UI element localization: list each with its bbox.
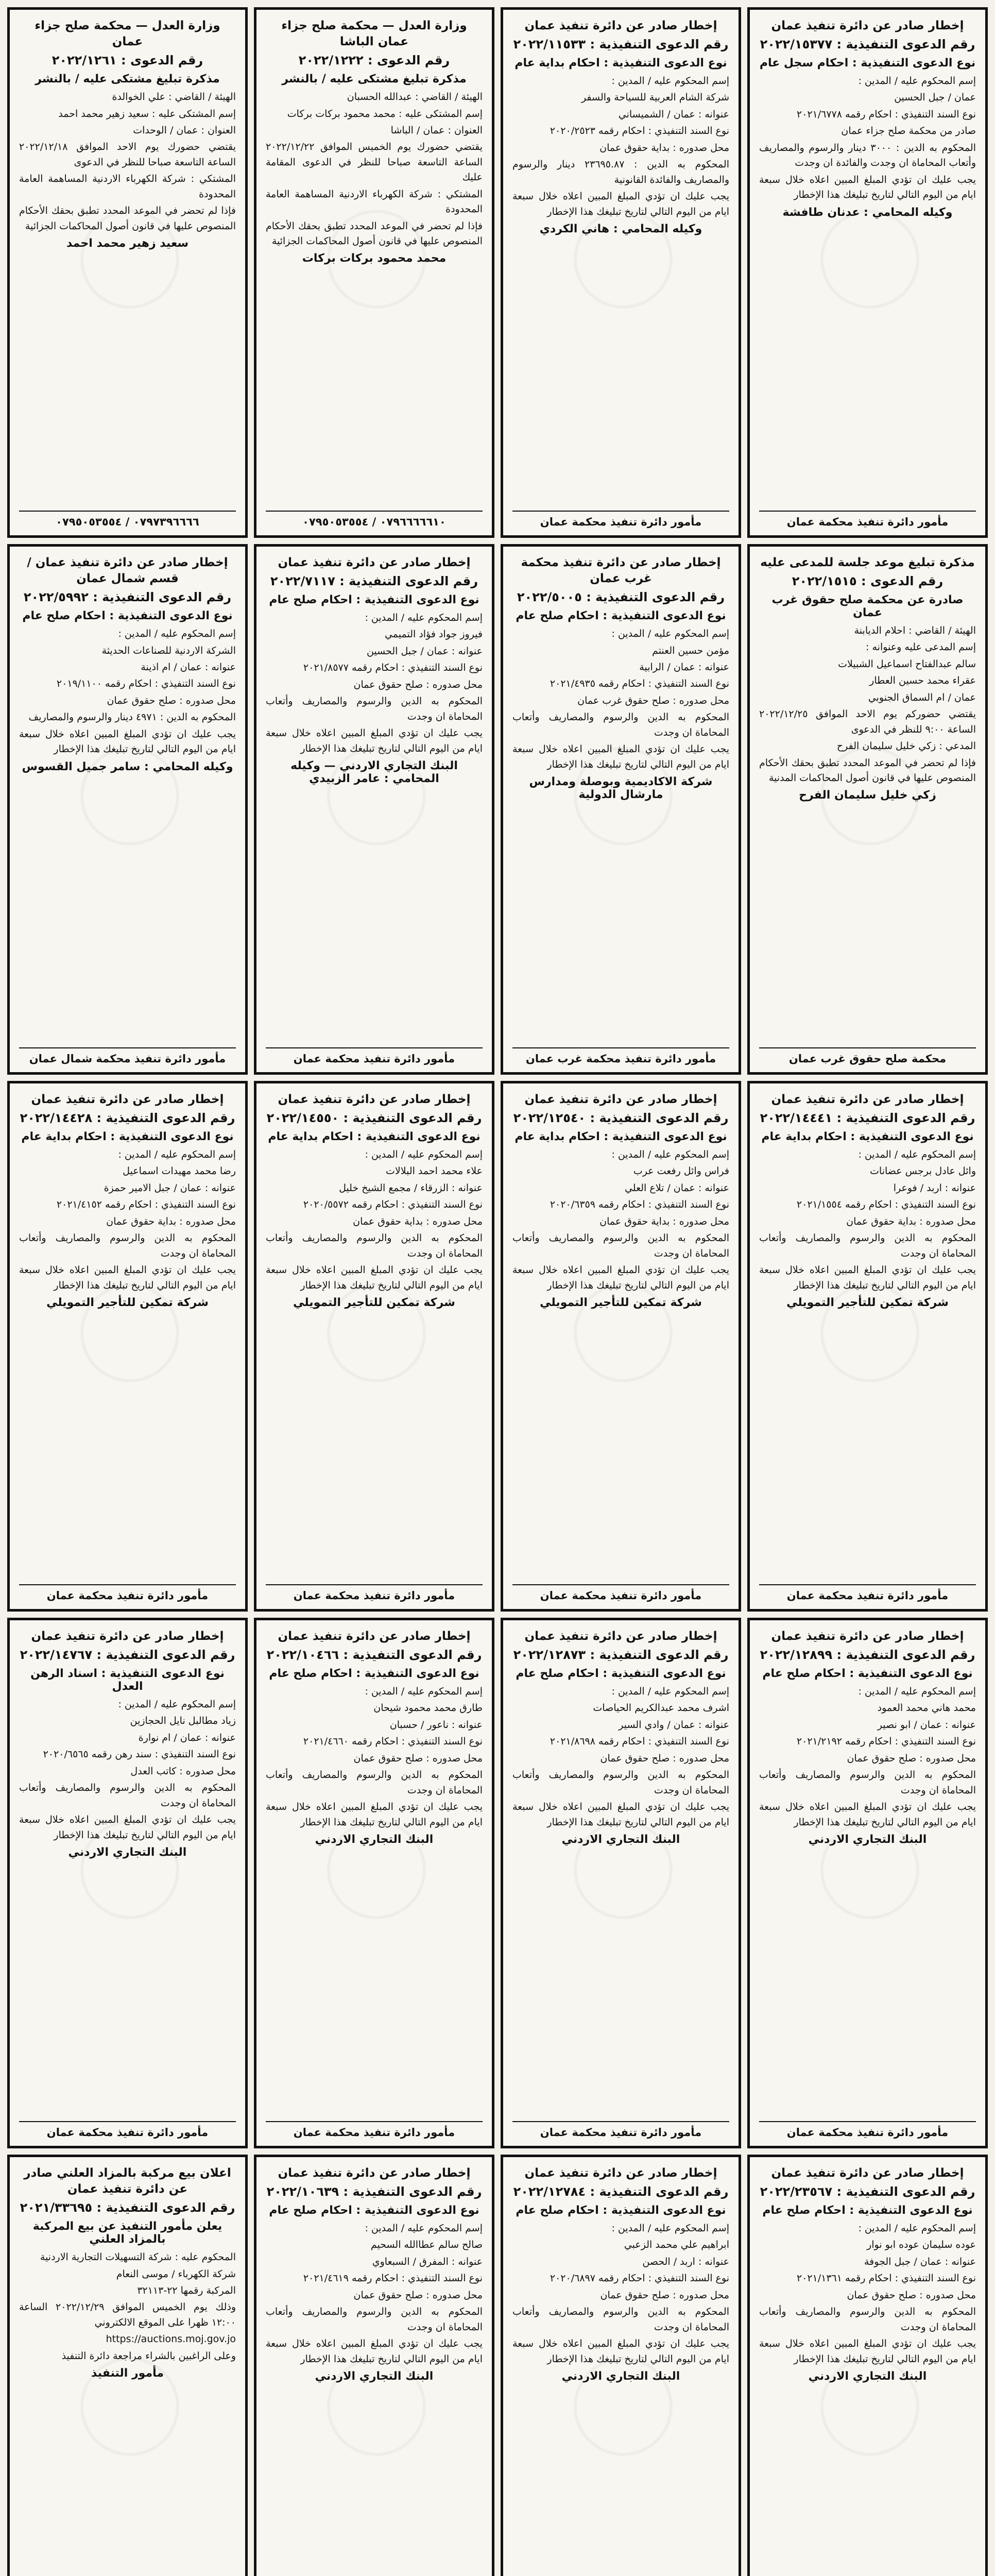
notice-line: وذلك يوم الخميس الموافق ٢٠٢٢/١٢/٢٩ الساعة ١٢:٠٠ ظهرا على الموقع الالكتروني: [19, 2301, 236, 2328]
notice-line: المحكوم به الدين والرسوم والمصاريف وأتعاب المحاماة ان وجدت: [759, 2306, 976, 2333]
notice-line: محل صدوره : صلح حقوق عمان: [353, 2289, 483, 2301]
notice-line: إسم المحكوم عليه / المدين :: [858, 1686, 976, 1698]
notice-footer: ٠٧٩٦٦٦٦٦١٠ / ٠٧٩٥٠٥٣٥٥٤: [266, 511, 483, 528]
case-type: نوع الدعوى التنفيذية : احكام بداية عام: [21, 1130, 234, 1144]
ads-grid: [7, 7, 988, 2576]
party-name: محمد محمود بركات بركات: [302, 252, 447, 265]
notice-footer: مأمور دائرة تنفيذ محكمة شمال عمان: [19, 1047, 236, 1065]
notice-line: فإذا لم تحضر في الموعد المحدد تطبق بحقك الأحكام المنصوص عليها في قانون أصول المحاكمات الجزائية: [266, 220, 483, 247]
notice-line: نوع السند التنفيذي : احكام رقمه ٢٠٢١/٨٦٩٨: [550, 1736, 729, 1748]
notice-line: محل صدوره : كاتب العدل: [130, 1765, 236, 1777]
notice-line: شركة الشام العربية للسياحة والسفر: [581, 92, 729, 104]
notice-line: المحكوم به الدين والرسوم والمصاريف وأتعاب المحاماة ان وجدت: [512, 711, 729, 738]
notice-line: يقتضي حضورك يوم الخميس الموافق ٢٠٢٢/١٢/٢٢ الساعة التاسعة صباحا للنظر في الدعوى المقامة عليك: [266, 141, 483, 183]
notice-line: عنوانه : عمان / تلاع العلي: [624, 1182, 729, 1194]
notice-line: نوع السند التنفيذي : احكام رقمه ٢٠٢١/٤١٥٢: [56, 1199, 236, 1211]
case-type: نوع الدعوى التنفيذية : احكام صلح عام: [762, 2204, 973, 2217]
notice-line: إسم المشتكى عليه : محمد محمود بركات بركات: [287, 108, 483, 120]
notice-heading: إخطار صادر عن دائرة تنفيذ محكمة غرب عمان: [521, 556, 721, 586]
notice-line: محل صدوره : صلح حقوق عمان: [353, 679, 483, 690]
notice-line: إسم المحكوم عليه / المدين :: [611, 2223, 729, 2234]
notice-line: محل صدوره : بداية حقوق عمان: [599, 1215, 729, 1227]
case-type: نوع الدعوى التنفيذية : احكام صلح عام: [269, 1667, 479, 1681]
case-type: نوع الدعوى التنفيذية : احكام سجل عام: [759, 57, 976, 70]
legal-notice: [7, 2155, 248, 2576]
case-type: نوع الدعوى التنفيذية : اسناد الرهن العدل: [30, 1667, 225, 1693]
notice-footer: مأمور دائرة تنفيذ محكمة عمان: [512, 1584, 729, 1602]
case-type: صادرة عن محكمة صلح حقوق غرب عمان: [771, 594, 964, 620]
notice-line: سالم عبدالفتاح اسماعيل الشبيلات: [838, 658, 976, 670]
notice-line: يجب عليك ان تؤدي المبلغ المبين اعلاه خلال سبعة ايام من اليوم التالي لتاريخ تبليغك هذا الإخطار: [759, 1264, 976, 1291]
notice-line: المدعي : زكي خليل سليمان الفرح: [836, 740, 976, 752]
notice-heading: إخطار صادر عن دائرة تنفيذ عمان: [771, 2166, 964, 2180]
notice-line: نوع السند التنفيذي : سند رهن رقمه ٢٠٢٠/٦٥٦٥: [43, 1749, 236, 1760]
notice-line: نوع السند التنفيذي : احكام رقمه ٢٠٢١/٤٦٦٠: [303, 1736, 483, 1748]
party-name: وكيله المحامي : هاني الكردي: [539, 222, 702, 235]
notice-line: وعلى الراغبين بالشراء مراجعة دائرة التنفيذ: [61, 2350, 236, 2362]
notice-heading: إخطار صادر عن دائرة تنفيذ عمان: [524, 2166, 717, 2180]
notice-line: عنوانه : عمان / جبل الجوفة: [864, 2256, 976, 2267]
legal-notice: [254, 1081, 494, 1612]
notice-line: العنوان : عمان / الباشا: [390, 124, 483, 136]
notice-heading: إخطار صادر عن دائرة تنفيذ عمان: [278, 1093, 471, 1106]
notice-line: نوع السند التنفيذي : احكام رقمه ٢٠٢١/٤٦١٩: [303, 2273, 483, 2284]
notice-line: فإذا لم تحضر في الموعد المحدد تطبق بحقك الأحكام المنصوص عليها في قانون أصول المحاكمات الجزائية: [19, 205, 236, 232]
notice-line: عقراء محمد حسين العطار: [869, 675, 976, 687]
notice-line: محل صدوره : صلح حقوق عمان: [847, 2289, 976, 2301]
notice-footer: مأمور دائرة تنفيذ محكمة عمان: [512, 2121, 729, 2139]
notice-line: الهيئة / القاضي : علي الخوالدة: [112, 91, 236, 103]
notice-line: المشتكي : شركة الكهرباء الاردنية المساهمة العامة المحدودة: [266, 188, 483, 215]
party-name: البنك التجاري الاردني — وكيله المحامي : عامر الزبيدي: [290, 759, 458, 785]
notice-line: نوع السند التنفيذي : احكام رقمه ٢٠٢١/١٥٥٤: [796, 1199, 976, 1211]
notice-line: وائل عادل برجس عضانات: [870, 1165, 976, 1177]
notice-line: https://auctions.moj.gov.jo: [106, 2333, 236, 2345]
notice-line: عنوانه : اربد / فوعرا: [893, 1182, 976, 1194]
case-number: رقم الدعوى التنفيذية : ٢٠٢٢/١١٥٣٣: [513, 37, 729, 52]
notice-line: نوع السند التنفيذي : احكام رقمه ٢٠١٩/١١٠٠: [56, 678, 236, 690]
notice-line: إسم المشتكى عليه : سعيد زهير محمد احمد: [58, 108, 236, 120]
notice-line: صادر من محكمة صلح جزاء عمان: [841, 125, 976, 137]
notice-heading: وزارة العدل — محكمة صلح جزاء عمان الباشا: [281, 19, 467, 49]
notice-line: طارق محمد محمود شيحان: [373, 1702, 483, 1714]
notice-line: يجب عليك ان تؤدي المبلغ المبين اعلاه خلال سبعة ايام من اليوم التالي لتاريخ تبليغك هذا الإخطار: [512, 191, 729, 217]
notice-heading: إخطار صادر عن دائرة تنفيذ عمان: [278, 556, 471, 569]
legal-notice: [7, 7, 248, 538]
notice-footer: محكمة صلح حقوق غرب عمان: [759, 1047, 976, 1065]
notice-line: نوع السند التنفيذي : احكام رقمه ٢٠٢٠/٦٨٩٧: [550, 2273, 729, 2284]
notice-line: المحكوم به الدين والرسوم والمصاريف وأتعاب المحاماة ان وجدت: [266, 1769, 483, 1796]
notice-line: إسم المحكوم عليه / المدين :: [365, 1149, 483, 1161]
notice-heading: إخطار صادر عن دائرة تنفيذ عمان: [31, 1630, 224, 1643]
case-number: رقم الدعوى التنفيذية : ٢٠٢٢/٧١١٧: [270, 574, 478, 589]
notice-line: إسم المحكوم عليه / المدين :: [611, 75, 729, 87]
notice-heading: إخطار صادر عن دائرة تنفيذ عمان: [31, 1093, 224, 1106]
legal-notice: [747, 544, 988, 1075]
notice-line: نوع السند التنفيذي : احكام رقمه ٢٠٢٠/٥٥٧٢: [303, 1199, 483, 1211]
notice-line: يجب عليك ان تؤدي المبلغ المبين اعلاه خلال سبعة ايام من اليوم التالي لتاريخ تبليغك هذا الإخطار: [512, 2338, 729, 2365]
notice-line: إسم المحكوم عليه / المدين :: [611, 628, 729, 640]
notice-line: المحكوم به الدين والرسوم والمصاريف وأتعاب المحاماة ان وجدت: [512, 1769, 729, 1796]
notice-heading: إخطار صادر عن دائرة تنفيذ عمان / قسم شمال عمان: [27, 556, 228, 586]
notice-line: المحكوم به الدين والرسوم والمصاريف وأتعاب المحاماة ان وجدت: [759, 1232, 976, 1259]
notice-line: صالح سالم عطاالله السحيم: [370, 2239, 483, 2251]
case-number: رقم الدعوى التنفيذية : ٢٠٢٢/٥٠٠٥: [517, 590, 725, 605]
legal-notice: [254, 544, 494, 1075]
case-type: نوع الدعوى التنفيذية : احكام صلح عام: [516, 609, 726, 623]
notice-line: إسم المحكوم عليه / المدين :: [858, 1149, 976, 1161]
case-number: رقم الدعوى التنفيذية : ٢٠٢٢/١٥٣٧٧: [760, 37, 975, 52]
legal-notice: [254, 2155, 494, 2576]
notice-heading: إخطار صادر عن دائرة تنفيذ عمان: [524, 1093, 717, 1106]
notice-footer: مأمور دائرة تنفيذ محكمة غرب عمان: [512, 1047, 729, 1065]
legal-notice: [501, 1618, 741, 2148]
notice-line: محل صدوره : صلح حقوق غرب عمان: [577, 694, 729, 706]
case-type: مذكرة تبليغ مشتكى عليه / بالنشر: [282, 73, 467, 86]
notice-line: عوده سليمان عوده ابو نوار: [867, 2239, 976, 2251]
notice-line: فيروز جواد فؤاد التميمي: [384, 629, 483, 640]
legal-notice: [501, 1081, 741, 1612]
case-type: مذكرة تبليغ مشتكى عليه / بالنشر: [35, 73, 220, 86]
notice-line: محل صدوره : صلح حقوق عمان: [107, 694, 236, 706]
notice-line: زياد مطالبل نايل الحجازين: [130, 1715, 236, 1727]
notice-line: عنوانه : عمان / ام نوارة: [138, 1732, 236, 1743]
case-number: رقم الدعوى : ٢٠٢٢/١٢٢٢: [298, 53, 450, 68]
notice-line: يجب عليك ان تؤدي المبلغ المبين اعلاه خلال سبعة ايام من اليوم التالي لتاريخ تبليغك هذا الإخطار: [19, 728, 236, 755]
notice-line: يجب عليك ان تؤدي المبلغ المبين اعلاه خلال سبعة ايام من اليوم التالي لتاريخ تبليغك هذا الإخطار: [266, 2338, 483, 2365]
notice-line: إسم المحكوم عليه / المدين :: [118, 1699, 236, 1710]
notice-line: محل صدوره : صلح حقوق عمان: [847, 1752, 976, 1764]
notice-line: محل صدوره : صلح حقوق عمان: [600, 1752, 729, 1764]
notice-line: يجب عليك ان تؤدي المبلغ المبين اعلاه خلال سبعة ايام من اليوم التالي لتاريخ تبليغك هذا الإخطار: [512, 1264, 729, 1291]
case-type: نوع الدعوى التنفيذية : احكام صلح عام: [269, 2204, 479, 2217]
notice-line: ابراهيم علي محمد الزعبي: [624, 2239, 729, 2251]
notice-line: عنوانه : عمان / جبل الحسين: [366, 645, 483, 657]
notice-heading: إخطار صادر عن دائرة تنفيذ عمان: [771, 1093, 964, 1106]
notice-line: يجب عليك ان تؤدي المبلغ المبين اعلاه خلال سبعة ايام من اليوم التالي لتاريخ تبليغك هذا الإخطار: [19, 1814, 236, 1841]
case-type: نوع الدعوى التنفيذية : احكام صلح عام: [22, 609, 233, 623]
notice-line: نوع السند التنفيذي : احكام رقمه ٢٠٢١/١٣٦١: [796, 2273, 976, 2284]
case-number: رقم الدعوى التنفيذية : ٢٠٢٢/١٢٨٩٩: [760, 1648, 975, 1663]
notice-line: محل صدوره : بداية حقوق عمان: [106, 1215, 236, 1227]
notice-footer: مأمور دائرة تنفيذ محكمة عمان: [759, 1584, 976, 1602]
case-type: نوع الدعوى التنفيذية : احكام صلح عام: [516, 1667, 726, 1681]
notice-footer: مأمور دائرة تنفيذ محكمة عمان: [759, 2121, 976, 2139]
notice-line: إسم المحكوم عليه / المدين :: [365, 612, 483, 624]
notice-line: عمان / جبل الحسين: [894, 92, 976, 104]
notice-line: محمد هاني محمد العمود: [877, 1702, 976, 1714]
notice-line: المحكوم به الدين : ٢٣٦٩٥.٨٧ دينار والرسوم والمصاريف والفائدة القانونية: [512, 159, 729, 185]
notice-line: علاء محمد احمد البلالات: [386, 1165, 483, 1177]
notice-footer: مأمور دائرة تنفيذ محكمة عمان: [19, 1584, 236, 1602]
party-name: شركة تمكين للتأجير التمويلي: [293, 1296, 455, 1309]
notice-heading: إخطار صادر عن دائرة تنفيذ عمان: [771, 19, 964, 32]
notice-line: محل صدوره : بداية حقوق عمان: [846, 1215, 976, 1227]
notice-line: إسم المحكوم عليه / المدين :: [611, 1149, 729, 1161]
party-name: وكيله المحامي : عدنان طافشة: [782, 206, 953, 219]
legal-notice: [501, 544, 741, 1075]
case-type: نوع الدعوى التنفيذية : احكام بداية عام: [761, 1130, 974, 1144]
notice-line: المحكوم به الدين والرسوم والمصاريف وأتعاب المحاماة ان وجدت: [266, 696, 483, 722]
legal-notice: [501, 7, 741, 538]
notice-line: المحكوم به الدين والرسوم والمصاريف وأتعاب المحاماة ان وجدت: [266, 2306, 483, 2333]
legal-notice: [501, 2155, 741, 2576]
notice-line: المشتكي : شركة الكهرباء الاردنية المساهمة العامة المحدودة: [19, 173, 236, 200]
notice-line: إسم المحكوم عليه / المدين :: [118, 1149, 236, 1161]
case-type: نوع الدعوى التنفيذية : احكام صلح عام: [516, 2204, 726, 2217]
notice-line: عنوانه : عمان / ابو نصير: [877, 1719, 976, 1731]
notice-line: محل صدوره : بداية حقوق عمان: [599, 142, 729, 154]
case-number: رقم الدعوى التنفيذية : ٢٠٢٢/١٠٦٣٩: [266, 2184, 482, 2199]
notice-line: المحكوم به الدين والرسوم والمصاريف وأتعاب المحاماة ان وجدت: [759, 1769, 976, 1796]
notice-line: يجب عليك ان تؤدي المبلغ المبين اعلاه خلال سبعة ايام من اليوم التالي لتاريخ تبليغك هذا الإخطار: [759, 2338, 976, 2365]
notice-line: إسم المحكوم عليه / المدين :: [611, 1686, 729, 1698]
notice-line: عنوانه : ناعور / حسبان: [389, 1719, 483, 1731]
notice-line: محل صدوره : بداية حقوق عمان: [353, 1215, 483, 1227]
notice-line: إسم المحكوم عليه / المدين :: [858, 75, 976, 87]
notice-line: يجب عليك ان تؤدي المبلغ المبين اعلاه خلال سبعة ايام من اليوم التالي لتاريخ تبليغك هذا الإخطار: [512, 743, 729, 770]
case-type: نوع الدعوى التنفيذية : احكام بداية عام: [268, 1130, 481, 1144]
notice-line: نوع السند التنفيذي : احكام رقمه ٢٠٢١/٤٩٣٥: [550, 678, 729, 690]
notice-footer: ٠٧٩٧٣٩٦٦٦٦ / ٠٧٩٥٠٥٣٥٥٤: [19, 511, 236, 528]
legal-notice: [747, 1081, 988, 1612]
notice-line: عنوانه : عمان / ام اذينة: [141, 661, 236, 673]
legal-notice: [747, 7, 988, 538]
notice-line: المحكوم به الدين : ٣٠٠٠ دينار والرسوم والمصاريف وأتعاب المحاماة ان وجدت والفائدة ان وجدت: [759, 142, 976, 169]
notice-line: نوع السند التنفيذي : احكام رقمه ٢٠٢١/٨٥٧٧: [303, 662, 483, 674]
notice-line: شركة الكهرباء / موسى النعام: [116, 2268, 236, 2280]
case-number: رقم الدعوى التنفيذية : ٢٠٢٢/١٤٥٥٠: [266, 1111, 482, 1126]
notice-line: المحكوم به الدين والرسوم والمصاريف وأتعاب المحاماة ان وجدت: [19, 1782, 236, 1809]
notice-line: يجب عليك ان تؤدي المبلغ المبين اعلاه خلال سبعة ايام من اليوم التالي لتاريخ تبليغك هذا الإخطار: [759, 174, 976, 201]
case-number: رقم الدعوى التنفيذية : ٢٠٢١/٣٣٦٩٥: [20, 2200, 235, 2215]
legal-notice: [7, 544, 248, 1075]
notice-heading: إخطار صادر عن دائرة تنفيذ عمان: [278, 1630, 471, 1643]
legal-notice: [7, 1618, 248, 2148]
notice-line: العنوان : عمان / الوحدات: [133, 124, 236, 136]
notice-line: نوع السند التنفيذي : احكام رقمه ٢٠٢٠/٢٥٢٣: [550, 125, 729, 137]
notice-line: المركبة رقمها ٢٢-٣٢١١٣: [137, 2284, 236, 2296]
notice-line: فإذا لم تحضر في الموعد المحدد تطبق بحقك الأحكام المنصوص عليها في قانون أصول المحاكمات المدنية: [759, 757, 976, 784]
notice-heading: إخطار صادر عن دائرة تنفيذ عمان: [524, 19, 717, 32]
notice-line: مؤمن حسين العنتم: [652, 645, 729, 656]
notice-line: عنوانه : عمان / وادي السير: [619, 1719, 729, 1731]
notice-line: محل صدوره : صلح حقوق عمان: [600, 2289, 729, 2301]
notice-line: المحكوم به الدين : ٤٩٧١ دينار والرسوم والمصاريف: [28, 711, 236, 723]
case-number: رقم الدعوى : ٢٠٢٢/١٢٦١: [52, 53, 203, 68]
notice-line: الهيئة / القاضي : عبدالله الحسبان: [347, 91, 483, 103]
notice-line: يجب عليك ان تؤدي المبلغ المبين اعلاه خلال سبعة ايام من اليوم التالي لتاريخ تبليغك هذا الإخطار: [19, 1264, 236, 1291]
notice-line: الشركة الاردنية للصناعات الحديثة: [101, 645, 236, 656]
party-name: وكيله المحامي : سامر جميل القسوس: [22, 760, 233, 773]
notice-line: عنوانه : عمان / الشميساني: [618, 108, 729, 120]
notice-line: يجب عليك ان تؤدي المبلغ المبين اعلاه خلال سبعة ايام من اليوم التالي لتاريخ تبليغك هذا الإخطار: [759, 1801, 976, 1828]
legal-notice: [747, 2155, 988, 2576]
legal-notice: [254, 7, 494, 538]
notice-line: رضا محمد مهيدات اسماعيل: [123, 1165, 236, 1177]
notice-line: اشرف محمد عبدالكريم الحياصات: [593, 1702, 729, 1714]
notice-line: عنوانه : اربد / الحصن: [642, 2256, 729, 2267]
notice-heading: مذكرة تبليغ موعد جلسة للمدعى عليه: [760, 556, 975, 569]
case-type: نوع الدعوى التنفيذية : احكام بداية عام: [514, 1130, 727, 1144]
notice-footer: مأمور دائرة تنفيذ محكمة عمان: [266, 1584, 483, 1602]
notice-line: عنوانه : المفرق / السبعاوي: [372, 2256, 483, 2267]
party-name: البنك التجاري الاردني: [808, 2369, 927, 2383]
notice-line: إسم المحكوم عليه / المدين :: [365, 1686, 483, 1698]
party-name: سعيد زهير محمد احمد: [66, 237, 189, 250]
case-number: رقم الدعوى التنفيذية : ٢٠٢٢/١٢٨٧٣: [513, 1648, 729, 1663]
notice-line: يجب عليك ان تؤدي المبلغ المبين اعلاه خلال سبعة ايام من اليوم التالي لتاريخ تبليغك هذا الإخطار: [512, 1801, 729, 1828]
notice-line: عنوانه : عمان / الرابية: [639, 661, 729, 673]
case-number: رقم الدعوى التنفيذية : ٢٠٢٢/١٢٧٨٤: [513, 2184, 729, 2199]
notice-heading: إخطار صادر عن دائرة تنفيذ عمان: [524, 1630, 717, 1643]
notice-line: عنوانه : الزرقاء / مجمع الشيخ خليل: [339, 1182, 483, 1194]
case-number: رقم الدعوى التنفيذية : ٢٠٢٢/١٠٤٦٦: [266, 1648, 482, 1663]
notice-line: المحكوم به الدين والرسوم والمصاريف وأتعاب المحاماة ان وجدت: [266, 1232, 483, 1259]
party-name: البنك التجاري الاردني: [561, 1833, 680, 1846]
notice-line: إسم المدعى عليه وعنوانه :: [866, 641, 976, 653]
party-name: شركة تمكين للتأجير التمويلي: [46, 1296, 209, 1309]
case-type: نوع الدعوى التنفيذية : احكام بداية عام: [514, 57, 727, 70]
party-name: البنك التجاري الاردني: [68, 1845, 187, 1859]
party-name: شركة تمكين للتأجير التمويلي: [540, 1296, 702, 1309]
notice-line: محل صدوره : صلح حقوق عمان: [353, 1752, 483, 1764]
notice-heading: إخطار صادر عن دائرة تنفيذ عمان: [278, 2166, 471, 2180]
party-name: البنك التجاري الاردني: [561, 2369, 680, 2383]
party-name: زكي خليل سليمان الفرح: [799, 789, 936, 802]
notice-line: إسم المحكوم عليه / المدين :: [365, 2223, 483, 2234]
notice-line: عمان / ام السماق الجنوبي: [868, 691, 976, 703]
notice-line: نوع السند التنفيذي : احكام رقمه ٢٠٢١/٦٧٧٨: [796, 108, 976, 120]
notice-footer: مأمور دائرة تنفيذ محكمة عمان: [266, 2121, 483, 2139]
notice-line: المحكوم به الدين والرسوم والمصاريف وأتعاب المحاماة ان وجدت: [512, 2306, 729, 2333]
case-number: رقم الدعوى التنفيذية : ٢٠٢٢/٥٩٩٢: [23, 590, 232, 605]
case-type: يعلن مأمور التنفيذ عن بيع المركبة بالمزاد العلني: [32, 2220, 222, 2246]
case-number: رقم الدعوى التنفيذية : ٢٠٢٢/١٤٧٦٧: [20, 1648, 235, 1663]
party-name: البنك التجاري الاردني: [315, 1833, 434, 1846]
notice-heading: إخطار صادر عن دائرة تنفيذ عمان: [771, 1630, 964, 1643]
party-name: مأمور التنفيذ: [91, 2367, 164, 2380]
notice-line: يجب عليك ان تؤدي المبلغ المبين اعلاه خلال سبعة ايام من اليوم التالي لتاريخ تبليغك هذا الإخطار: [266, 1801, 483, 1828]
party-name: شركة تمكين للتأجير التمويلي: [786, 1296, 949, 1309]
notice-footer: مأمور دائرة تنفيذ محكمة عمان: [759, 511, 976, 528]
case-number: رقم الدعوى التنفيذية : ٢٠٢٢/١٢٥٤٠: [513, 1111, 729, 1126]
notice-line: يجب عليك ان تؤدي المبلغ المبين اعلاه خلال سبعة ايام من اليوم التالي لتاريخ تبليغك هذا الإخطار: [266, 1264, 483, 1291]
notice-line: يقتضي حضوركم يوم الاحد الموافق ٢٠٢٢/١٢/٢٥ الساعة ٩:٠٠ للنظر في الدعوى: [759, 708, 976, 735]
case-number: رقم الدعوى التنفيذية : ٢٠٢٢/١٤٤٤١: [760, 1111, 975, 1126]
notice-line: المحكوم به الدين والرسوم والمصاريف وأتعاب المحاماة ان وجدت: [19, 1232, 236, 1259]
case-type: نوع الدعوى التنفيذية : احكام صلح عام: [762, 1667, 973, 1681]
legal-notice: [254, 1618, 494, 2148]
party-name: شركة الاكاديمية وبوصلة ومدارس مارشال الدولية: [529, 775, 713, 802]
notice-line: عنوانه : عمان / جبل الامير حمزة: [104, 1182, 236, 1194]
legal-notice: [7, 1081, 248, 1612]
notice-footer: مأمور دائرة تنفيذ محكمة عمان: [512, 511, 729, 528]
notice-heading: وزارة العدل — محكمة صلح جزاء عمان: [35, 19, 220, 49]
case-number: رقم الدعوى التنفيذية : ٢٠٢٢/٢٣٥٦٧: [760, 2184, 975, 2199]
notice-heading: اعلان بيع مركبة بالمزاد العلني صادر عن دائرة تنفيذ عمان: [24, 2166, 231, 2196]
case-number: رقم الدعوى التنفيذية : ٢٠٢٢/١٤٤٢٨: [20, 1111, 235, 1126]
notice-line: نوع السند التنفيذي : احكام رقمه ٢٠٢١/٢١٩٢: [796, 1736, 976, 1748]
notice-footer: مأمور دائرة تنفيذ محكمة عمان: [19, 2121, 236, 2139]
notice-line: نوع السند التنفيذي : احكام رقمه ٢٠٢٠/٦٣٥٩: [550, 1199, 729, 1211]
notice-line: إسم المحكوم عليه / المدين :: [858, 2223, 976, 2234]
notice-line: المحكوم عليه : شركة التسهيلات التجارية الاردنية: [40, 2251, 236, 2263]
legal-notice: [747, 1618, 988, 2148]
notice-line: فراس وائل رفعت عرب: [633, 1165, 729, 1177]
notice-line: الهيئة / القاضي : احلام الديابنة: [854, 625, 976, 637]
case-number: رقم الدعوى : ٢٠٢٢/١٥١٥: [792, 574, 943, 589]
notice-footer: مأمور دائرة تنفيذ محكمة عمان: [266, 1047, 483, 1065]
notice-line: يجب عليك ان تؤدي المبلغ المبين اعلاه خلال سبعة ايام من اليوم التالي لتاريخ تبليغك هذا الإخطار: [266, 727, 483, 754]
party-name: البنك التجاري الاردني: [315, 2369, 434, 2383]
party-name: البنك التجاري الاردني: [808, 1833, 927, 1846]
notice-line: المحكوم به الدين والرسوم والمصاريف وأتعاب المحاماة ان وجدت: [512, 1232, 729, 1259]
notice-line: يقتضي حضورك يوم الاحد الموافق ٢٠٢٢/١٢/١٨ الساعة التاسعة صباحا للنظر في الدعوى: [19, 141, 236, 168]
notice-line: إسم المحكوم عليه / المدين :: [118, 628, 236, 640]
case-type: نوع الدعوى التنفيذية : احكام صلح عام: [269, 594, 479, 607]
